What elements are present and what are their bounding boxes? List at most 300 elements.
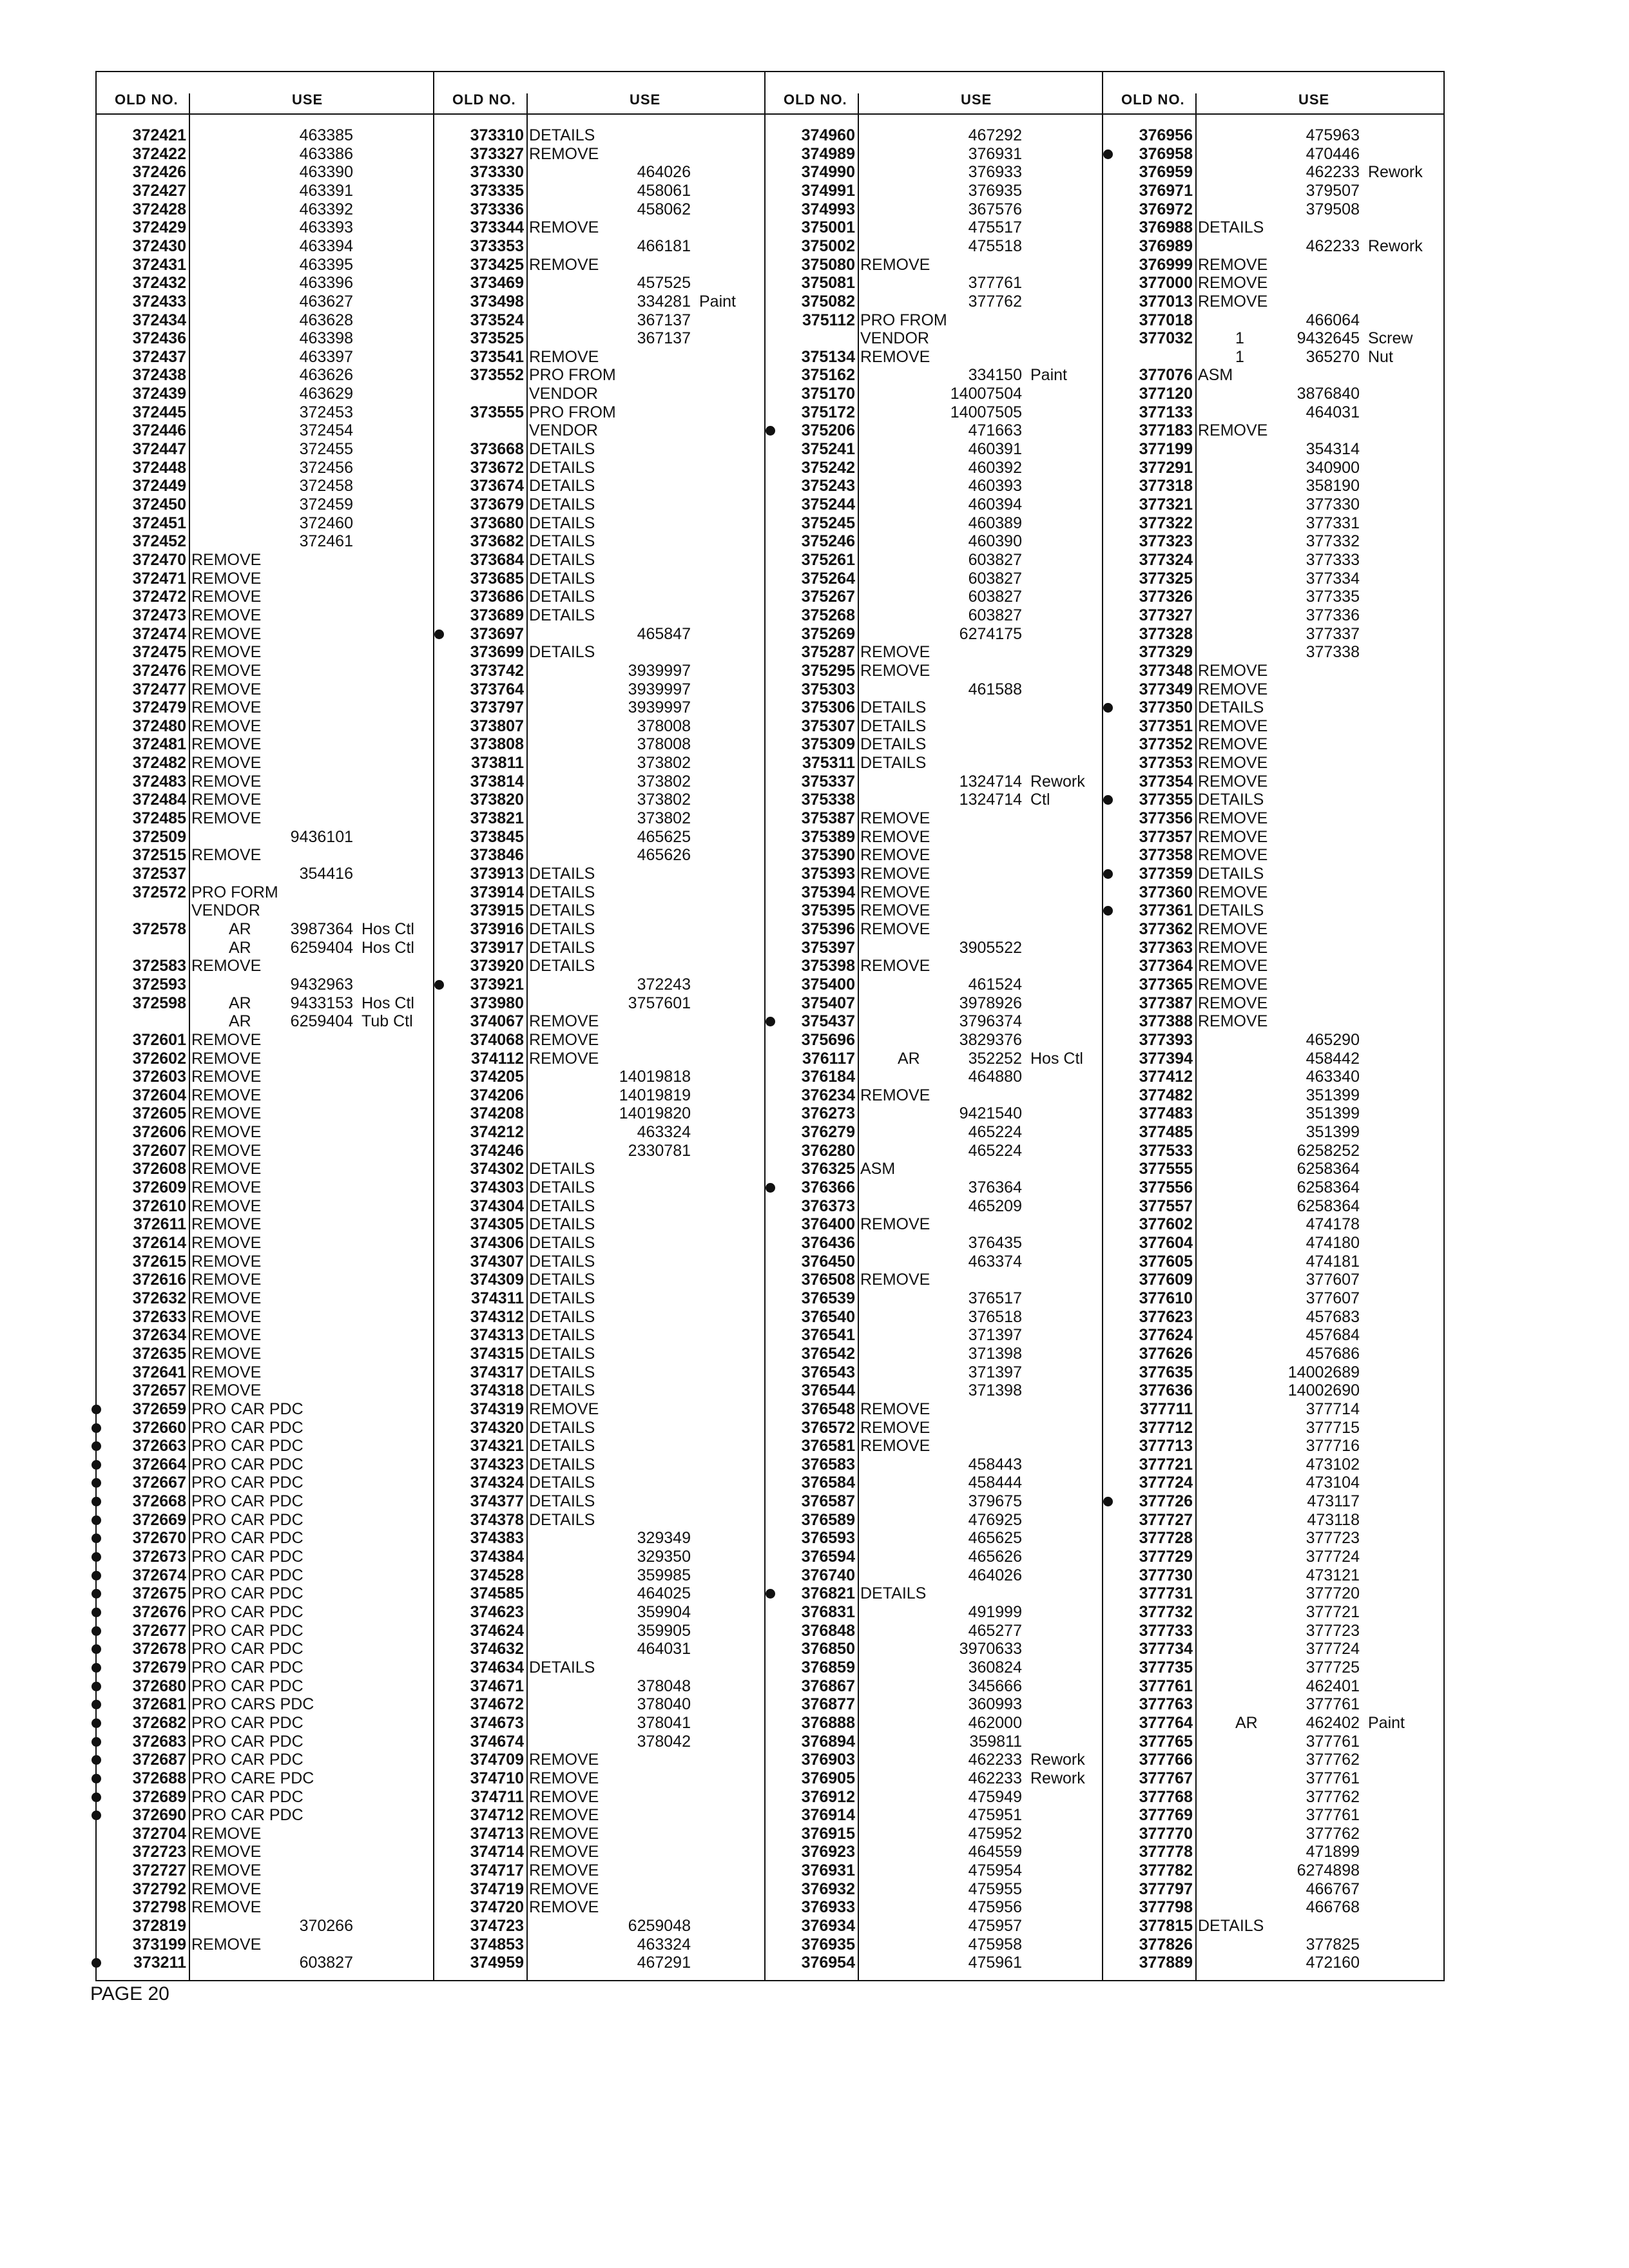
table-row	[1102, 1751, 1445, 1769]
old-number: 377322	[1139, 514, 1193, 532]
use-number: 9433153	[290, 994, 353, 1012]
old-number: 377734	[1139, 1640, 1193, 1658]
use-text: PRO CAR PDC	[191, 1474, 304, 1492]
use-number: 6274175	[959, 624, 1022, 643]
old-number: 372668	[132, 1492, 186, 1511]
table-row	[95, 1142, 433, 1160]
table-row	[433, 1880, 764, 1898]
old-number: 375242	[801, 458, 855, 477]
old-number: 373211	[133, 1954, 186, 1972]
old-number: 375303	[801, 680, 855, 698]
use-text: REMOVE	[529, 347, 599, 366]
use-text: DETAILS	[529, 883, 595, 901]
use-text: REMOVE	[1198, 957, 1268, 975]
table-row	[95, 1492, 433, 1510]
table-row	[95, 495, 433, 514]
use-number: 462233	[1306, 236, 1360, 255]
table-row	[1102, 1160, 1445, 1178]
table-row	[95, 1326, 433, 1344]
table-row	[764, 1936, 1102, 1954]
old-number: 375269	[801, 624, 855, 643]
table-row	[95, 643, 433, 661]
old-number: 372798	[132, 1898, 186, 1917]
column-header-use: USE	[961, 91, 992, 108]
table-row	[1102, 957, 1445, 975]
use-text: PRO FROM	[529, 403, 616, 421]
use-text: PRO CAR PDC	[191, 1806, 304, 1825]
old-number: 376541	[801, 1326, 855, 1345]
table-row	[764, 514, 1102, 532]
table-row	[764, 348, 1102, 366]
use-number: 6258252	[1296, 1141, 1360, 1160]
use-text: REMOVE	[191, 1141, 262, 1160]
old-number: 374710	[470, 1769, 524, 1787]
old-number: 372634	[132, 1326, 186, 1345]
table-row	[433, 1640, 764, 1658]
use-qualifier: AR	[229, 1012, 251, 1031]
old-number: 375398	[801, 957, 855, 975]
old-number: 377183	[1139, 421, 1193, 440]
use-number: 475954	[968, 1861, 1022, 1880]
old-number: 376877	[801, 1695, 855, 1714]
table-row	[1102, 643, 1445, 661]
old-number: 372614	[132, 1234, 186, 1252]
table-row	[764, 495, 1102, 514]
use-number: 376435	[968, 1234, 1022, 1252]
old-number: 373797	[470, 698, 524, 717]
table-row	[433, 477, 764, 495]
table-row	[95, 218, 433, 236]
table-row	[95, 828, 433, 846]
use-number: 377761	[1306, 1732, 1360, 1751]
old-number: 377623	[1139, 1307, 1193, 1326]
use-number: 376933	[968, 163, 1022, 182]
use-number: 14002689	[1287, 1363, 1360, 1381]
old-number: 377636	[1139, 1381, 1193, 1400]
old-number: 372431	[132, 255, 186, 274]
table-row	[95, 1345, 433, 1363]
table-row	[95, 1898, 433, 1916]
old-number: 372451	[132, 514, 186, 532]
use-text: REMOVE	[1198, 994, 1268, 1012]
old-number: 377350	[1139, 698, 1193, 717]
use-text: REMOVE	[1198, 809, 1268, 828]
old-number: 372603	[132, 1068, 186, 1086]
use-number: 3939997	[628, 661, 691, 680]
table-row	[433, 293, 764, 311]
table-row	[1102, 1363, 1445, 1381]
old-number: 373682	[470, 532, 524, 551]
old-number: 377362	[1139, 919, 1193, 938]
old-number: 377355	[1139, 791, 1193, 809]
use-number: 473117	[1307, 1492, 1360, 1511]
table-row	[1102, 883, 1445, 901]
use-text: REMOVE	[529, 1769, 599, 1787]
old-number: 376821	[801, 1584, 855, 1603]
old-number: 372610	[132, 1196, 186, 1215]
table-row	[95, 1806, 433, 1824]
use-number: 1324714	[959, 772, 1022, 791]
use-number: 460389	[968, 514, 1022, 532]
table-row	[95, 1917, 433, 1935]
old-number: 374853	[470, 1935, 524, 1954]
use-number: 378048	[637, 1677, 691, 1695]
table-row	[95, 865, 433, 883]
use-number: 367137	[637, 329, 691, 348]
use-number: 378008	[637, 735, 691, 754]
table-row	[433, 1714, 764, 1732]
table-row	[433, 643, 764, 661]
table-row	[433, 256, 764, 274]
use-text: REMOVE	[860, 1271, 930, 1289]
old-number: 376859	[801, 1658, 855, 1677]
old-number: 376988	[1139, 218, 1193, 237]
use-text: REMOVE	[191, 1344, 262, 1363]
table-row	[764, 1086, 1102, 1104]
use-number: 9436101	[290, 827, 353, 846]
table-row	[764, 957, 1102, 975]
use-number: 463374	[968, 1252, 1022, 1271]
use-text: REMOVE	[860, 957, 930, 975]
use-text: PRO CAR PDC	[191, 1677, 304, 1695]
table-row	[1102, 625, 1445, 643]
table-row	[433, 200, 764, 218]
use-text: DETAILS	[860, 698, 927, 717]
use-number: 3905522	[959, 938, 1022, 957]
old-number: 376279	[801, 1123, 855, 1142]
table-row	[95, 809, 433, 827]
table-row	[764, 606, 1102, 624]
use-number: 475518	[968, 236, 1022, 255]
use-text: DETAILS	[529, 1474, 595, 1492]
old-number: 373310	[470, 126, 524, 144]
table-row	[95, 1584, 433, 1602]
use-text: REMOVE	[529, 1898, 599, 1917]
use-text: REMOVE	[191, 588, 262, 606]
table-row	[95, 939, 433, 957]
table-row	[433, 680, 764, 698]
use-text: REMOVE	[860, 827, 930, 846]
use-text: PRO CAR PDC	[191, 1455, 304, 1474]
old-number: 377626	[1139, 1344, 1193, 1363]
table-row	[764, 643, 1102, 661]
use-text: PRO CAR PDC	[191, 1418, 304, 1437]
old-number: 376450	[801, 1252, 855, 1271]
old-number: 372428	[132, 200, 186, 218]
use-number: 372243	[637, 975, 691, 994]
use-text: REMOVE	[529, 1012, 599, 1031]
use-text: DETAILS	[529, 588, 595, 606]
use-number: 457684	[1306, 1326, 1360, 1345]
table-row	[764, 901, 1102, 919]
use-number: 360993	[968, 1695, 1022, 1714]
use-text: REMOVE	[191, 1363, 262, 1381]
table-row	[95, 570, 433, 588]
table-row	[95, 717, 433, 735]
use-number: 475956	[968, 1898, 1022, 1917]
use-text: REMOVE	[1198, 661, 1268, 680]
table-row	[95, 1271, 433, 1289]
use-text: DETAILS	[529, 1289, 595, 1307]
table-row	[764, 773, 1102, 791]
use-note: Paint	[1030, 366, 1067, 385]
table-row	[433, 1326, 764, 1344]
use-text: DETAILS	[1198, 865, 1264, 883]
old-number: 374205	[470, 1068, 524, 1086]
table-row	[433, 1419, 764, 1437]
use-number: 372458	[299, 477, 353, 495]
use-text: DETAILS	[1198, 1917, 1264, 1936]
use-number: 372455	[299, 440, 353, 459]
use-text: DETAILS	[529, 440, 595, 459]
use-text: REMOVE	[191, 754, 262, 773]
old-number: 377000	[1139, 274, 1193, 293]
old-number: 372704	[132, 1824, 186, 1843]
use-text: DETAILS	[529, 550, 595, 569]
use-text: REMOVE	[860, 1437, 930, 1456]
table-row	[1102, 1788, 1445, 1806]
old-number: 372472	[132, 588, 186, 606]
table-row	[764, 1068, 1102, 1086]
table-row	[95, 1437, 433, 1455]
table-row	[1102, 1936, 1445, 1954]
old-number: 372687	[132, 1751, 186, 1769]
table-row	[433, 551, 764, 569]
use-note: Rework	[1030, 1769, 1085, 1787]
old-number: 377351	[1139, 716, 1193, 735]
old-number: 372434	[132, 311, 186, 329]
old-number: 372660	[132, 1418, 186, 1437]
table-row	[95, 883, 433, 901]
old-number: 377387	[1139, 994, 1193, 1012]
old-number: 375264	[801, 569, 855, 588]
use-text: DETAILS	[529, 1658, 595, 1677]
table-row	[764, 1529, 1102, 1547]
table-row	[764, 975, 1102, 994]
old-number: 377353	[1139, 754, 1193, 773]
use-number: 6258364	[1296, 1160, 1360, 1178]
use-text: REMOVE	[1198, 255, 1268, 274]
table-row	[764, 1400, 1102, 1418]
table-row	[95, 1843, 433, 1861]
old-number: 375243	[801, 477, 855, 495]
use-text: PRO CAR PDC	[191, 1529, 304, 1548]
old-number: 374990	[801, 163, 855, 182]
table-row	[1102, 1400, 1445, 1418]
old-number: 375002	[801, 236, 855, 255]
table-row	[764, 329, 1102, 347]
use-number: 376935	[968, 181, 1022, 200]
old-number: 373913	[470, 865, 524, 883]
table-row	[1102, 1529, 1445, 1547]
use-text: REMOVE	[860, 919, 930, 938]
table-row	[764, 218, 1102, 236]
use-number: 463391	[299, 181, 353, 200]
old-number: 377485	[1139, 1123, 1193, 1142]
table-row	[1102, 1825, 1445, 1843]
table-row	[1102, 1253, 1445, 1271]
old-number: 372657	[132, 1381, 186, 1400]
use-text: REMOVE	[191, 1271, 262, 1289]
use-text: DETAILS	[529, 1326, 595, 1345]
use-text: PRO CARS PDC	[191, 1695, 314, 1714]
old-number: 372669	[132, 1510, 186, 1529]
use-text: PRO CAR PDC	[191, 1621, 304, 1640]
old-number: 377393	[1139, 1030, 1193, 1049]
use-number: 6259404	[290, 1012, 353, 1031]
table-row	[95, 1400, 433, 1418]
table-row	[433, 459, 764, 477]
use-text: PRO CAR PDC	[191, 1548, 304, 1566]
old-number: 372572	[132, 883, 186, 901]
use-note: Rework	[1368, 236, 1423, 255]
old-number: 372446	[132, 421, 186, 440]
table-row	[95, 532, 433, 550]
use-number: 373802	[637, 809, 691, 828]
old-number: 375170	[801, 385, 855, 403]
old-number: 374384	[470, 1548, 524, 1566]
table-row	[433, 1954, 764, 1972]
old-number: 376956	[1139, 126, 1193, 144]
old-number: 373684	[470, 550, 524, 569]
table-row	[764, 1419, 1102, 1437]
table-row	[95, 1751, 433, 1769]
table-row	[1102, 1437, 1445, 1455]
use-number: 464026	[637, 163, 691, 182]
table-row	[433, 440, 764, 458]
use-number: 377723	[1306, 1621, 1360, 1640]
old-number: 377482	[1139, 1086, 1193, 1104]
table-row	[95, 846, 433, 864]
header-rule	[95, 113, 433, 115]
old-number: 377483	[1139, 1104, 1193, 1123]
old-number: 372680	[132, 1677, 186, 1695]
use-number: 372456	[299, 458, 353, 477]
use-text: DETAILS	[529, 1510, 595, 1529]
use-number: 377725	[1306, 1658, 1360, 1677]
use-number: 463324	[637, 1123, 691, 1142]
use-number: 465277	[968, 1621, 1022, 1640]
old-number: 373917	[470, 938, 524, 957]
table-row	[433, 1253, 764, 1271]
table-row	[433, 1400, 764, 1418]
table-row	[764, 163, 1102, 181]
old-number: 376999	[1139, 255, 1193, 274]
old-number: 374311	[470, 1289, 524, 1307]
use-text: REMOVE	[1198, 274, 1268, 293]
old-number: 372427	[132, 181, 186, 200]
table-row	[764, 1474, 1102, 1492]
use-text: REMOVE	[191, 846, 262, 865]
table-row	[95, 1456, 433, 1474]
old-number: 374989	[801, 144, 855, 163]
table-row	[1102, 588, 1445, 606]
use-number: 377337	[1306, 624, 1360, 643]
old-number: 372641	[132, 1363, 186, 1381]
old-number: 373668	[470, 440, 524, 459]
table-row	[764, 1456, 1102, 1474]
old-number: 376954	[801, 1954, 855, 1972]
table-row	[1102, 163, 1445, 181]
table-row	[1102, 1142, 1445, 1160]
use-text: REMOVE	[191, 606, 262, 624]
old-number: 373336	[470, 200, 524, 218]
old-number: 372515	[132, 846, 186, 865]
use-text: DETAILS	[529, 957, 595, 975]
use-text: DETAILS	[1198, 791, 1264, 809]
table-row	[95, 514, 433, 532]
table-row	[95, 1529, 433, 1547]
use-text: DETAILS	[529, 569, 595, 588]
use-number: 603827	[968, 588, 1022, 606]
table-row	[1102, 532, 1445, 550]
old-number: 377767	[1139, 1769, 1193, 1787]
old-number: 377769	[1139, 1806, 1193, 1825]
use-text: REMOVE	[1198, 292, 1268, 311]
table-row	[95, 1825, 433, 1843]
old-number: 376542	[801, 1344, 855, 1363]
old-number: 374673	[470, 1713, 524, 1732]
old-number: 374714	[470, 1843, 524, 1861]
table-row	[433, 1751, 764, 1769]
use-number: 377720	[1306, 1584, 1360, 1603]
old-number: 376280	[801, 1141, 855, 1160]
old-number: 374634	[470, 1658, 524, 1677]
use-number: 457686	[1306, 1344, 1360, 1363]
use-number: 464559	[968, 1843, 1022, 1861]
use-text: REMOVE	[191, 1049, 262, 1068]
use-text: PRO CAR PDC	[191, 1399, 304, 1418]
table-row	[1102, 1234, 1445, 1252]
old-number: 372609	[132, 1178, 186, 1197]
use-qualifier: AR	[229, 919, 251, 938]
table-row	[95, 1215, 433, 1233]
use-text: REMOVE	[860, 1215, 930, 1234]
old-number: 377724	[1139, 1474, 1193, 1492]
table-row	[764, 385, 1102, 403]
use-number: 475951	[968, 1806, 1022, 1825]
old-number: 372682	[132, 1713, 186, 1732]
table-row	[433, 1215, 764, 1233]
table-row	[95, 385, 433, 403]
use-number: 3796374	[959, 1012, 1022, 1031]
table-row	[764, 1677, 1102, 1695]
old-number: 372723	[132, 1843, 186, 1861]
use-number: 358190	[1306, 477, 1360, 495]
use-text: DETAILS	[529, 1418, 595, 1437]
header-rule	[1102, 113, 1445, 115]
old-number: 373846	[470, 846, 524, 865]
table-row	[433, 1548, 764, 1566]
use-number: 354416	[299, 865, 353, 883]
table-row	[433, 1917, 764, 1935]
use-number: 377724	[1306, 1548, 1360, 1566]
use-note: Rework	[1030, 1751, 1085, 1769]
old-number: 372674	[132, 1566, 186, 1584]
use-number: 471899	[1306, 1843, 1360, 1861]
table-row	[764, 1861, 1102, 1879]
old-number: 375306	[801, 698, 855, 717]
old-number: 377018	[1139, 311, 1193, 329]
old-number: 373199	[132, 1935, 186, 1954]
use-number: 372460	[299, 514, 353, 532]
table-row	[764, 1234, 1102, 1252]
use-number: 378041	[637, 1713, 691, 1732]
use-text: DETAILS	[529, 1455, 595, 1474]
use-number: 377330	[1306, 495, 1360, 514]
table-row	[433, 865, 764, 883]
table-row	[1102, 1104, 1445, 1122]
